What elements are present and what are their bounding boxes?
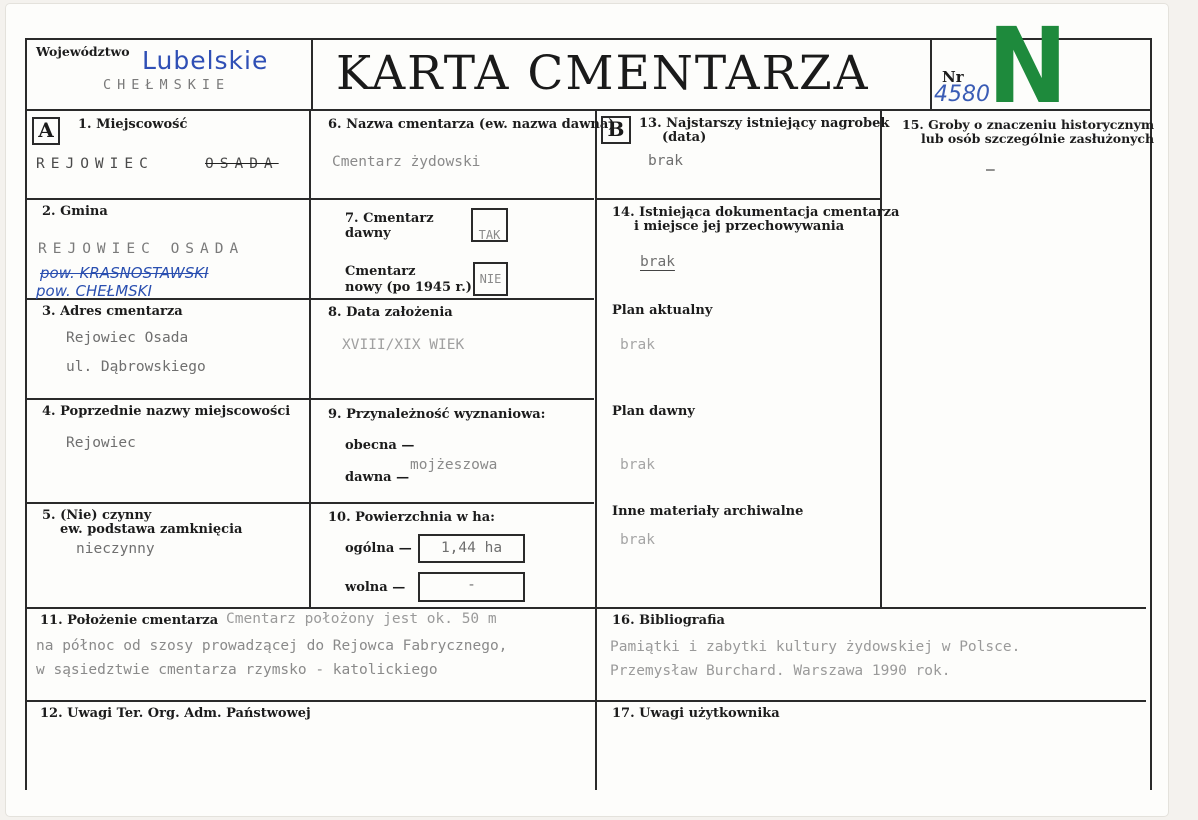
field-16-value-1: Pamiątki i zabytki kultury żydowskiej w Polsce. [610, 639, 1021, 655]
plan-aktualny-value: brak [620, 337, 655, 353]
nr-label: Nr [942, 68, 964, 86]
field-9-label: 9. Przynależność wyznaniowa: [328, 407, 546, 422]
field-15-label-1: 15. Groby o znaczeniu historycznym [902, 117, 1155, 132]
rule-header-div2 [930, 38, 932, 110]
field-6-value: Cmentarz żydowski [332, 154, 481, 170]
rule-b1 [596, 198, 882, 200]
field-4-value: Rejowiec [66, 435, 136, 451]
field-15-value: — [986, 162, 995, 178]
field-14-label-2: i miejsce jej przechowywania [634, 219, 845, 234]
field-7b-label-1: Cmentarz [345, 264, 416, 279]
field-13-label-1: 13. Najstarszy istniejący nagrobek [639, 116, 890, 131]
field-16-value-2: Przemysław Burchard. Warszawa 1990 rok. [610, 663, 951, 679]
field-10-ogolna: ogólna — [345, 541, 412, 556]
field-10-ogolna-value: 1,44 ha [440, 540, 503, 556]
field-10-wolna-box [418, 572, 525, 602]
plan-dawny-label: Plan dawny [612, 404, 695, 419]
card-title: KARTA CMENTARZA [336, 46, 870, 101]
nr-marker-letter: N [987, 5, 1068, 127]
field-14-value: brak [640, 254, 675, 270]
inne-materialy-value: brak [620, 532, 655, 548]
field-8-value: XVIII/XIX WIEK [342, 337, 465, 353]
rule-right [1150, 38, 1152, 790]
field-7-box [471, 208, 508, 242]
field-5-label-2: ew. podstawa zamknięcia [60, 522, 243, 537]
field-11-value-3: w sąsiedztwie cmentarza rzymsko - katolickiego [36, 662, 438, 678]
field-3-value-1: Rejowiec Osada [66, 330, 189, 346]
field-7-label-2: dawny [345, 226, 391, 241]
field-9-obecna: obecna — [345, 438, 415, 453]
field-3-label: 3. Adres cmentarza [42, 304, 183, 319]
rule-col2 [595, 110, 597, 790]
field-1-value: REJOWIEC [36, 156, 154, 172]
field-16-label: 16. Bibliografia [612, 613, 725, 628]
field-7-value: TAK [478, 228, 501, 242]
field-17-label: 17. Uwagi użytkownika [612, 706, 780, 721]
field-2-hand-2: pow. CHEŁMSKI [36, 282, 152, 300]
rule-left [25, 38, 27, 790]
field-2-label: 2. Gmina [42, 204, 108, 219]
field-2-value: REJOWIEC OSADA [38, 241, 245, 257]
field-8-label: 8. Data założenia [328, 305, 453, 320]
field-6-label: 6. Nazwa cmentarza (ew. nazwa dawna) [328, 117, 615, 132]
field-11-label: 11. Położenie cmentarza [40, 613, 219, 628]
field-3-value-2: ul. Dąbrowskiego [66, 359, 206, 375]
wojewodztwo-label: Województwo [36, 44, 130, 59]
field-12-label: 12. Uwagi Ter. Org. Adm. Państwowej [40, 706, 311, 721]
field-9-dawna: dawna — [345, 470, 410, 485]
field-11-value-1: Cmentarz położony jest ok. 50 m [226, 611, 497, 627]
plan-aktualny-label: Plan aktualny [612, 303, 713, 318]
section-a-letter: A [32, 117, 60, 145]
rule-header-bottom [26, 109, 1152, 111]
field-10-wolna-value: - [467, 577, 476, 593]
nr-handwritten: 4580 [934, 82, 990, 107]
field-1-struck: OSADA [205, 156, 279, 172]
field-13-value: brak [648, 153, 683, 169]
rule-col1 [309, 110, 311, 608]
field-10-wolna: wolna — [345, 580, 406, 595]
field-2-hand-1: pow. KRASNOSTAWSKI [40, 264, 209, 282]
field-5-label-1: 5. (Nie) czynny [42, 508, 152, 523]
rule-top [26, 38, 1152, 40]
field-9-value: mojżeszowa [410, 457, 498, 473]
field-14-label-1: 14. Istniejąca dokumentacja cmentarza [612, 205, 900, 220]
field-5-value: nieczynny [76, 541, 155, 557]
field-7b-box [473, 262, 508, 296]
rule-mid [26, 607, 1146, 609]
section-b-letter: B [601, 116, 631, 144]
field-7b-label-2: nowy (po 1945 r.) [345, 280, 472, 295]
plan-dawny-value: brak [620, 457, 655, 473]
wojewodztwo-stamp: Lubelskie [142, 46, 269, 75]
field-1-label: 1. Miejscowość [78, 117, 188, 132]
field-11-value-2: na północ od szosy prowadzącej do Rejowca Fabrycznego, [36, 638, 508, 654]
field-4-label: 4. Poprzednie nazwy miejscowości [42, 404, 291, 419]
field-15-label-2: lub osób szczególnie zasłużonych [921, 131, 1155, 146]
rule-lower [26, 700, 1146, 702]
inne-materialy-label: Inne materiały archiwalne [612, 504, 804, 519]
field-10-ogolna-box [418, 534, 525, 563]
field-10-label: 10. Powierzchnia w ha: [328, 510, 495, 525]
field-7b-value: NIE [479, 272, 502, 286]
rule-header-div1 [311, 38, 313, 110]
wojewodztwo-typed: CHEŁMSKIE [103, 77, 231, 93]
field-13-label-2: (data) [662, 130, 707, 145]
field-7-label-1: 7. Cmentarz [345, 211, 434, 226]
rule-col3 [880, 110, 882, 608]
